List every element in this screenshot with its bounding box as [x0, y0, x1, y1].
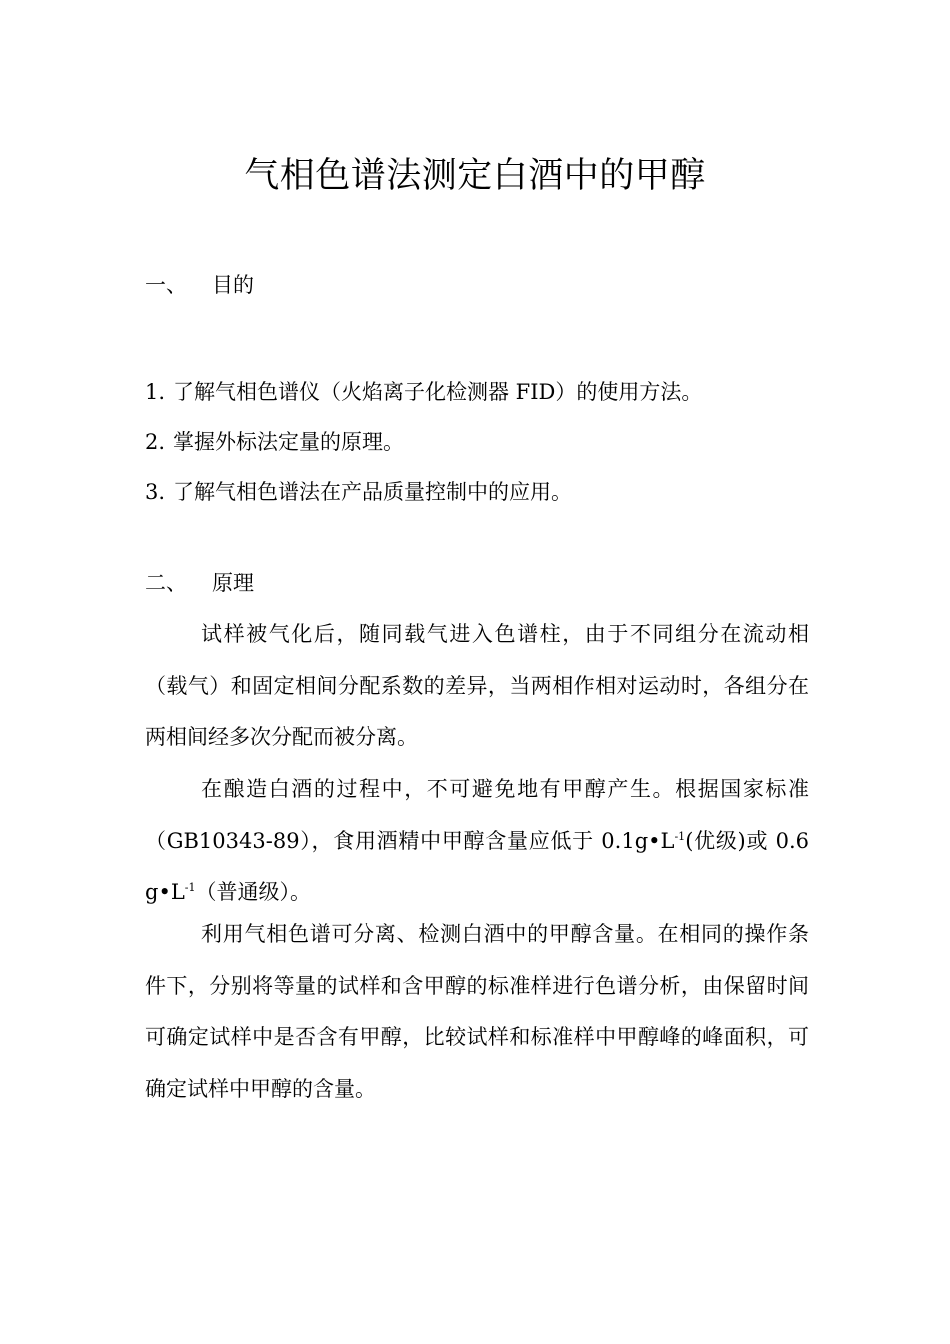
section-number: 二、: [145, 571, 187, 595]
principle-paragraph-2: [145, 764, 809, 919]
paragraph-text: (优级)或 0.6 g•L: [145, 828, 809, 904]
principle-paragraph-1: 试样被气化后，随同载气进入色谱柱，由于不同组分在流动相（载气）和固定相间分配系数的差异，当两相作相对运动时，各组分在两相间经多次分配而被分离。: [145, 622, 809, 749]
list-item-text: 掌握外标法定量的原理。: [173, 430, 404, 454]
list-item-text: 了解气相色谱仪（火焰离子化检测器 FID）的使用方法。: [173, 380, 703, 404]
principle-paragraph-3: 利用气相色谱可分离、检测白酒中的甲醇含量。在相同的操作条件下，分别将等量的试样和含甲醇的标准样进行色谱分析，由保留时间可确定试样中是否含有甲醇，比较试样和标准样中甲醇峰的峰面积，可确定试样中甲醇的含量。: [145, 922, 809, 1101]
superscript: -1: [184, 881, 196, 894]
section-number: 一、: [145, 273, 187, 297]
list-item-number: 2.: [145, 430, 166, 454]
list-item-number: 1.: [145, 380, 166, 404]
section-heading-purpose: [145, 270, 254, 300]
list-item: [145, 467, 702, 517]
section-heading-label: 目的: [212, 273, 254, 297]
section-heading-principle: [145, 568, 254, 598]
paragraph-text: 在酿造白酒的过程中，不可避免地有甲醇产生。根据国家标准（GB10343-89），食用酒精中甲醇含量应低于 0.1g•L: [145, 777, 809, 853]
purpose-list: [145, 367, 702, 517]
superscript: -1: [674, 829, 686, 843]
list-item: [145, 367, 702, 417]
paragraph-text: （普通级）。: [195, 880, 311, 904]
list-item-text: 了解气相色谱法在产品质量控制中的应用。: [173, 480, 572, 504]
page-title: 气相色谱法测定白酒中的甲醇: [244, 156, 706, 196]
list-item-number: 3.: [145, 480, 166, 504]
list-item: [145, 417, 702, 467]
section-heading-label: 原理: [212, 571, 254, 595]
